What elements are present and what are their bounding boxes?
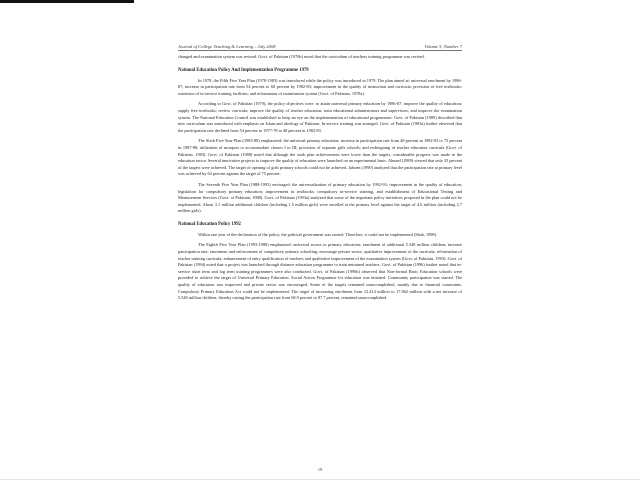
paragraph-2: According to Govt. of Pakistan (1979), the policy objectives were: to attain universal primary education by 1986-87; improve the quality of education; supply free textbooks; review curricula; improve the quality of teacher education; train educational administrators and supervisors; and improve the examination system. The National Education Council was established to keep an eye on the implementation of educational programmes. Govt. of Pakistan (1980) described that new curriculum was introduced with emphasis on Islam and ideology of Pakistan. In-service training was arranged. Govt. of Pakistan (1983a) further observed that the participation rate declined from 54 percent in 1977-78 to 48 percent in 1982-83.: [178, 101, 462, 133]
document-page: [178, 44, 462, 472]
paragraph-1: In 1978, the Fifth Five Year Plan (1978-1983) was introduced while the policy was introduced in 1979. The plan aimed at: universal enrolment by 1986-87; increase in participation rate from 54 percent to 68 percent by 1982-83; improvement in the quality of instruction and curricula; provision of free textbooks; extension of in-service training facilities; and reformation of examination system (Govt. of Pakistan, 1978a).: [178, 77, 462, 96]
paragraph-4: The Seventh Five Year Plan (1988-1993) envisaged: the universalization of primary education by 1992-93; improvement in the quality of education; legislation for compulsory primary education; improvement in textbooks; compulsory in-service training, and establishment of Educational Testing and Measurement Services (Govt. of Pakistan, 1988). Govt. of Pakistan (1993a) analyzed that some of the important policy initiatives proposed in the plan could not be implemented. About 3.1 million additional children (including 1.5 million girls) were enrolled at the primary level against the target of 4.6 million (including 2.7 million girls).: [178, 181, 462, 214]
section-heading-1992: National Education Policy 1992: [178, 221, 241, 227]
top-left-rule: [0, 0, 134, 3]
page-number: 19: [317, 467, 323, 472]
paragraph-0: changed and examination system was revised. Govt. of Pakistan (1976b) noted that the curriculum of teachers training programme was revised.: [178, 54, 425, 59]
section-heading-1979: National Education Policy And Implementation Programme 1979: [178, 67, 309, 73]
journal-title: Journal of College Teaching & Learning – July 2008: [178, 44, 276, 49]
running-header: [178, 44, 462, 51]
paragraph-6: The Eighth Five Year Plan (1993-1998) emphasized: universal access to primary education; enrolment of additional 5.548 million children; increase participation rate; enactment and enforcement of compulsory primary schooling; encourage private sector; qualitative improvement of the curricula; reformation of teacher training curricula; enhancement of entry qualification of teachers and qualitative improvement of the examination system (Govt. of Pakistan, 1993). Govt. of Pakistan (1994) noted that a project was launched through distance education programme to train untrained teachers. Govt. of Pakistan (1996) further noted that in-service short term and log term training programmes were also conducted. Govt. of Pakistan (1996b) observed that Non-formal Basic Education schools were provided to achieve the target of Universal Primary Education. Social Action Programme for education was initiated. Community participation was started. The quality of education was improved and private sector was encouraged. Some of the targets remained unaccomplished, mainly due to financial constraints. Compulsory Primary Education Act could not be implemented. The target of increasing enrolment from 12.414 million to 17.962 million with a net increase of 5.548 million children, thereby raising the participation rate from 68.9 percent to 87.7 percent, remained unaccomplished.: [178, 242, 462, 301]
paragraph-5: Within one year of the declaration of the policy, the political government was ousted. Therefore, it could not be implemented (Shah, 1998).: [198, 231, 438, 237]
paragraph-3: The Sixth Five Year Plan (1983-88) emphasized: the universal primary education; increase in participation rate from 48 percent in 1982-83 to 75 percent in 1987-88; utilization of mosques to accommodate classes I to III; provision of separate girls schools; and redesigning of teacher education curricula (Govt. of Pakistan, 1983). Govt. of Pakistan (1988) noted that although the sixth plan achievements were lower than the targets, considerable progress was made in the education sector. Several innovative projects to improve the quality of education were launched on an experimental basis. Ahmed (1989) viewed that only 35 percent of the targets were achieved. The target of opening of girls primary schools could not be achieved. Jaboen (1990) analyzed that the participation rate at primary level was achieved by 64 percent against the target of 75 percent.: [178, 138, 462, 177]
volume-number: Volume 5, Number 7: [424, 44, 462, 49]
